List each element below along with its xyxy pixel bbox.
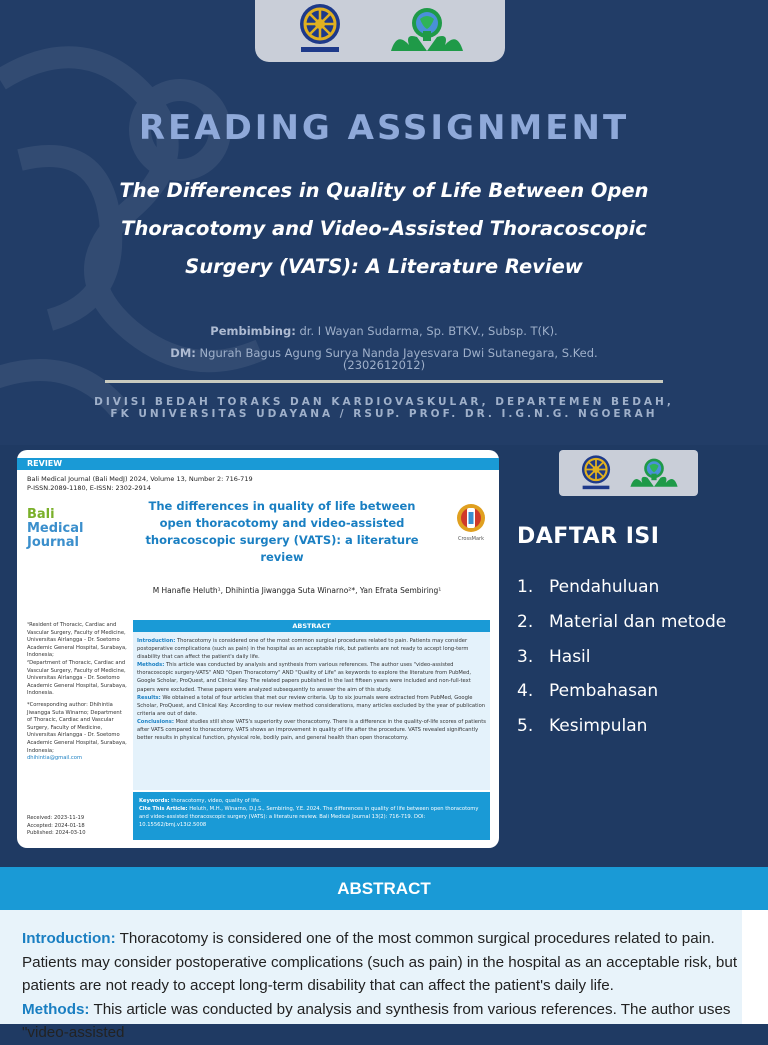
conclusions-label: Conclusions: [137, 718, 174, 725]
crossmark-badge [453, 502, 489, 546]
keywords-citation [139, 797, 485, 829]
article-preview [17, 450, 499, 848]
abstract-text [137, 637, 487, 742]
author-email: dhihintia@gmail.com [27, 755, 83, 762]
abstract-zoom [0, 867, 768, 1041]
cite-text: Heluth, M.H., Winarno, D.J.S., Sembiring, Y.E. 2024. The differences in quality of life between open thoracotomy and video-assisted thoracoscopic surgery (VATS): a literature review. Bali Medical Journal 13(2): 716-719. DOI: 10.15562/bmj.v13i2.5008 [139, 806, 479, 828]
article-dates [27, 815, 127, 838]
toc-title: DAFTAR ISI [517, 524, 660, 549]
hospital-logo-icon [387, 1, 467, 59]
dm-id: (2302612012) [342, 358, 426, 372]
toc-item [517, 674, 757, 709]
received-date: Received: 2023-11-19 [27, 815, 85, 821]
small-logo-banner [559, 450, 698, 496]
toc-item [517, 640, 757, 675]
assignment-subtitle: The Differences in Quality of Life Between Open Thoracotomy and Video-Assisted Thoracoscopic Surgery (VATS): A Literature Review [119, 179, 649, 278]
corresponding-author: *Corresponding author: Dhihintia Jiwangga Suta Winarno; Department of Thoracic, Cardiac and Vascular Surgery, Faculty of Medicine, Universitas Airlangga - Dr. Soetomo Academic General Hospital, Surabaya, Indonesia; [27, 701, 127, 754]
toc-item-label: Pendahuluan [549, 577, 660, 597]
cite-label: Cite This Article: [139, 806, 188, 812]
division-line-1: DIVISI BEDAH TORAKS DAN KARDIOVASKULAR, DEPARTEMEN BEDAH, [94, 396, 674, 408]
intro-text: Thoracotomy is considered one of the most common surgical procedures related to pain. Patients may consider postoperative complications (such as pain) in the hospital as an acceptable risk, but patients are not ready to accept long-term disability that can affect the patient's daily life. [137, 638, 469, 661]
toc-item-number: 1. [517, 577, 534, 597]
toc-item-label: Kesimpulan [549, 716, 648, 737]
zoom-methods-label: Methods: [22, 1000, 90, 1018]
affiliation-2: ²Department of Thoracic, Cardiac and Vascular Surgery, Faculty of Medicine, Universitas Airlangga - Dr. Soetomo Academic General Hospital, Surabaya, Indonesia. [27, 659, 127, 697]
journal-logo [27, 506, 137, 550]
supervisor-label: Pembimbing: [210, 324, 296, 338]
toc-item-number: 4. [517, 681, 534, 702]
keywords-text: thoracotomy, video, quality of life. [171, 798, 261, 804]
accepted-date: Accepted: 2024-01-18 [27, 822, 85, 829]
supervisor-name: dr. I Wayan Sudarma, Sp. BTKV., Subsp. T(K). [299, 324, 558, 338]
conclusions-text: Most studies still show VATS's superiority over thoracotomy. There is a difference in the quality-of-life scores of patients after VATS compared to thoracotomy. VATS shows an improvement in quality of life after the procedure. VATS revealed significantly better results in physical function, physical role, bodily pain, and general health than open thoracotomy. [137, 718, 486, 742]
crossmark-label: CrossMark [457, 536, 485, 542]
zoom-methods-text: This article was conducted by analysis and synthesis from various references. The author uses "video-assisted [22, 1000, 731, 1041]
dm-label: DM: [170, 346, 196, 360]
toc-item-label: Material dan metode [549, 611, 727, 632]
review-label: REVIEW [17, 458, 499, 470]
keywords-label: Keywords: [139, 798, 170, 804]
journal-citation: Bali Medical Journal (Bali MedJ) 2024, Volume 13, Number 2: 716-719 [27, 475, 253, 483]
journal-issn: P-ISSN.2089-1180, E-ISSN: 2302-2914 [27, 484, 151, 492]
toc-item-number: 3. [517, 646, 534, 667]
methods-text: This article was conducted by analysis and synthesis from various references. The author uses "video-assisted thoracoscopic surgery-VATS" AND "Open Thoracotomy" AND "Quality of Life" as keywords to explore the literature from PubMed, Google Scholar, ProQuest, and Clinical Key. The related papers published in the last fifteen years were included and non-full-text papers were excluded. These papers were analyzed subsequently to answer the aim of this study. [137, 662, 472, 693]
article-title: The differences in quality of life between open thoracotomy and video-assisted thoracoscopic surgery (VATS): a literature review [145, 499, 419, 564]
affiliations [27, 622, 127, 763]
affiliation-1: ¹Resident of Thoracic, Cardiac and Vascular Surgery, Faculty of Medicine, Universitas Airlangga - Dr. Soetomo Academic General Hospital, Surabaya, Indonesia; [27, 622, 127, 659]
title-section [0, 0, 768, 445]
methods-label: Methods: [137, 662, 165, 669]
results-text: We obtained a total of four articles that met our review criteria. Up to six journals were extracted from PubMed, Google Scholar, ProQuest, and Clinical Key. According to our review method considerations, many articles excluded by the year of publication criteria are out of date. [137, 694, 486, 717]
supervisor-line [0, 325, 768, 338]
results-label: Results: [137, 694, 161, 701]
university-logo-icon [295, 2, 345, 56]
toc-item-label: Pembahasan [549, 681, 659, 702]
abstract-zoom-heading: ABSTRACT [0, 867, 768, 910]
zoom-intro-label: Introduction: [22, 930, 116, 947]
article-authors: M Hanafie Heluth¹, Dhihintia Jiwangga Suta Winarno²*, Yan Efrata Sembiring¹ [152, 586, 442, 595]
toc-item [517, 709, 757, 744]
crossmark-icon [453, 502, 489, 536]
toc-item [517, 570, 757, 605]
toc-item-number: 5. [517, 716, 534, 737]
intro-label: Introduction: [137, 638, 176, 644]
zoom-intro-text: Thoracotomy is considered one of the most common surgical procedures related to pain. Patients may consider postoperative complications (such as pain) in the hospital as an acceptable risk, but patients are not ready to accept long-term disability that can affect the patient's daily life. [22, 930, 738, 994]
divider [105, 380, 663, 383]
journal-logo-line-2: Medical Journal [27, 521, 84, 550]
toc-item [517, 605, 757, 640]
page-title: READING ASSIGNMENT [138, 108, 630, 148]
logo-banner [255, 0, 505, 62]
published-date: Published: 2024-03-10 [27, 830, 86, 837]
journal-logo-line-1: Bali [27, 507, 55, 522]
abstract-heading: ABSTRACT [133, 620, 490, 632]
division-line-2: FK UNIVERSITAS UDAYANA / RSUP. PROF. DR. I.G.N.G. NGOERAH [110, 408, 658, 420]
division-text [0, 396, 768, 420]
toc-item-number: 2. [517, 611, 534, 632]
abstract-zoom-text [22, 927, 747, 1045]
journal-logo-text [27, 508, 137, 550]
hospital-logo-icon [627, 454, 681, 492]
toc-item-label: Hasil [549, 646, 591, 667]
university-logo-icon [577, 454, 615, 492]
dm-name: Ngurah Bagus Agung Surya Nanda Jayesvara Dwi Sutanegara, S.Ked. [199, 346, 598, 360]
toc-list [517, 570, 757, 744]
